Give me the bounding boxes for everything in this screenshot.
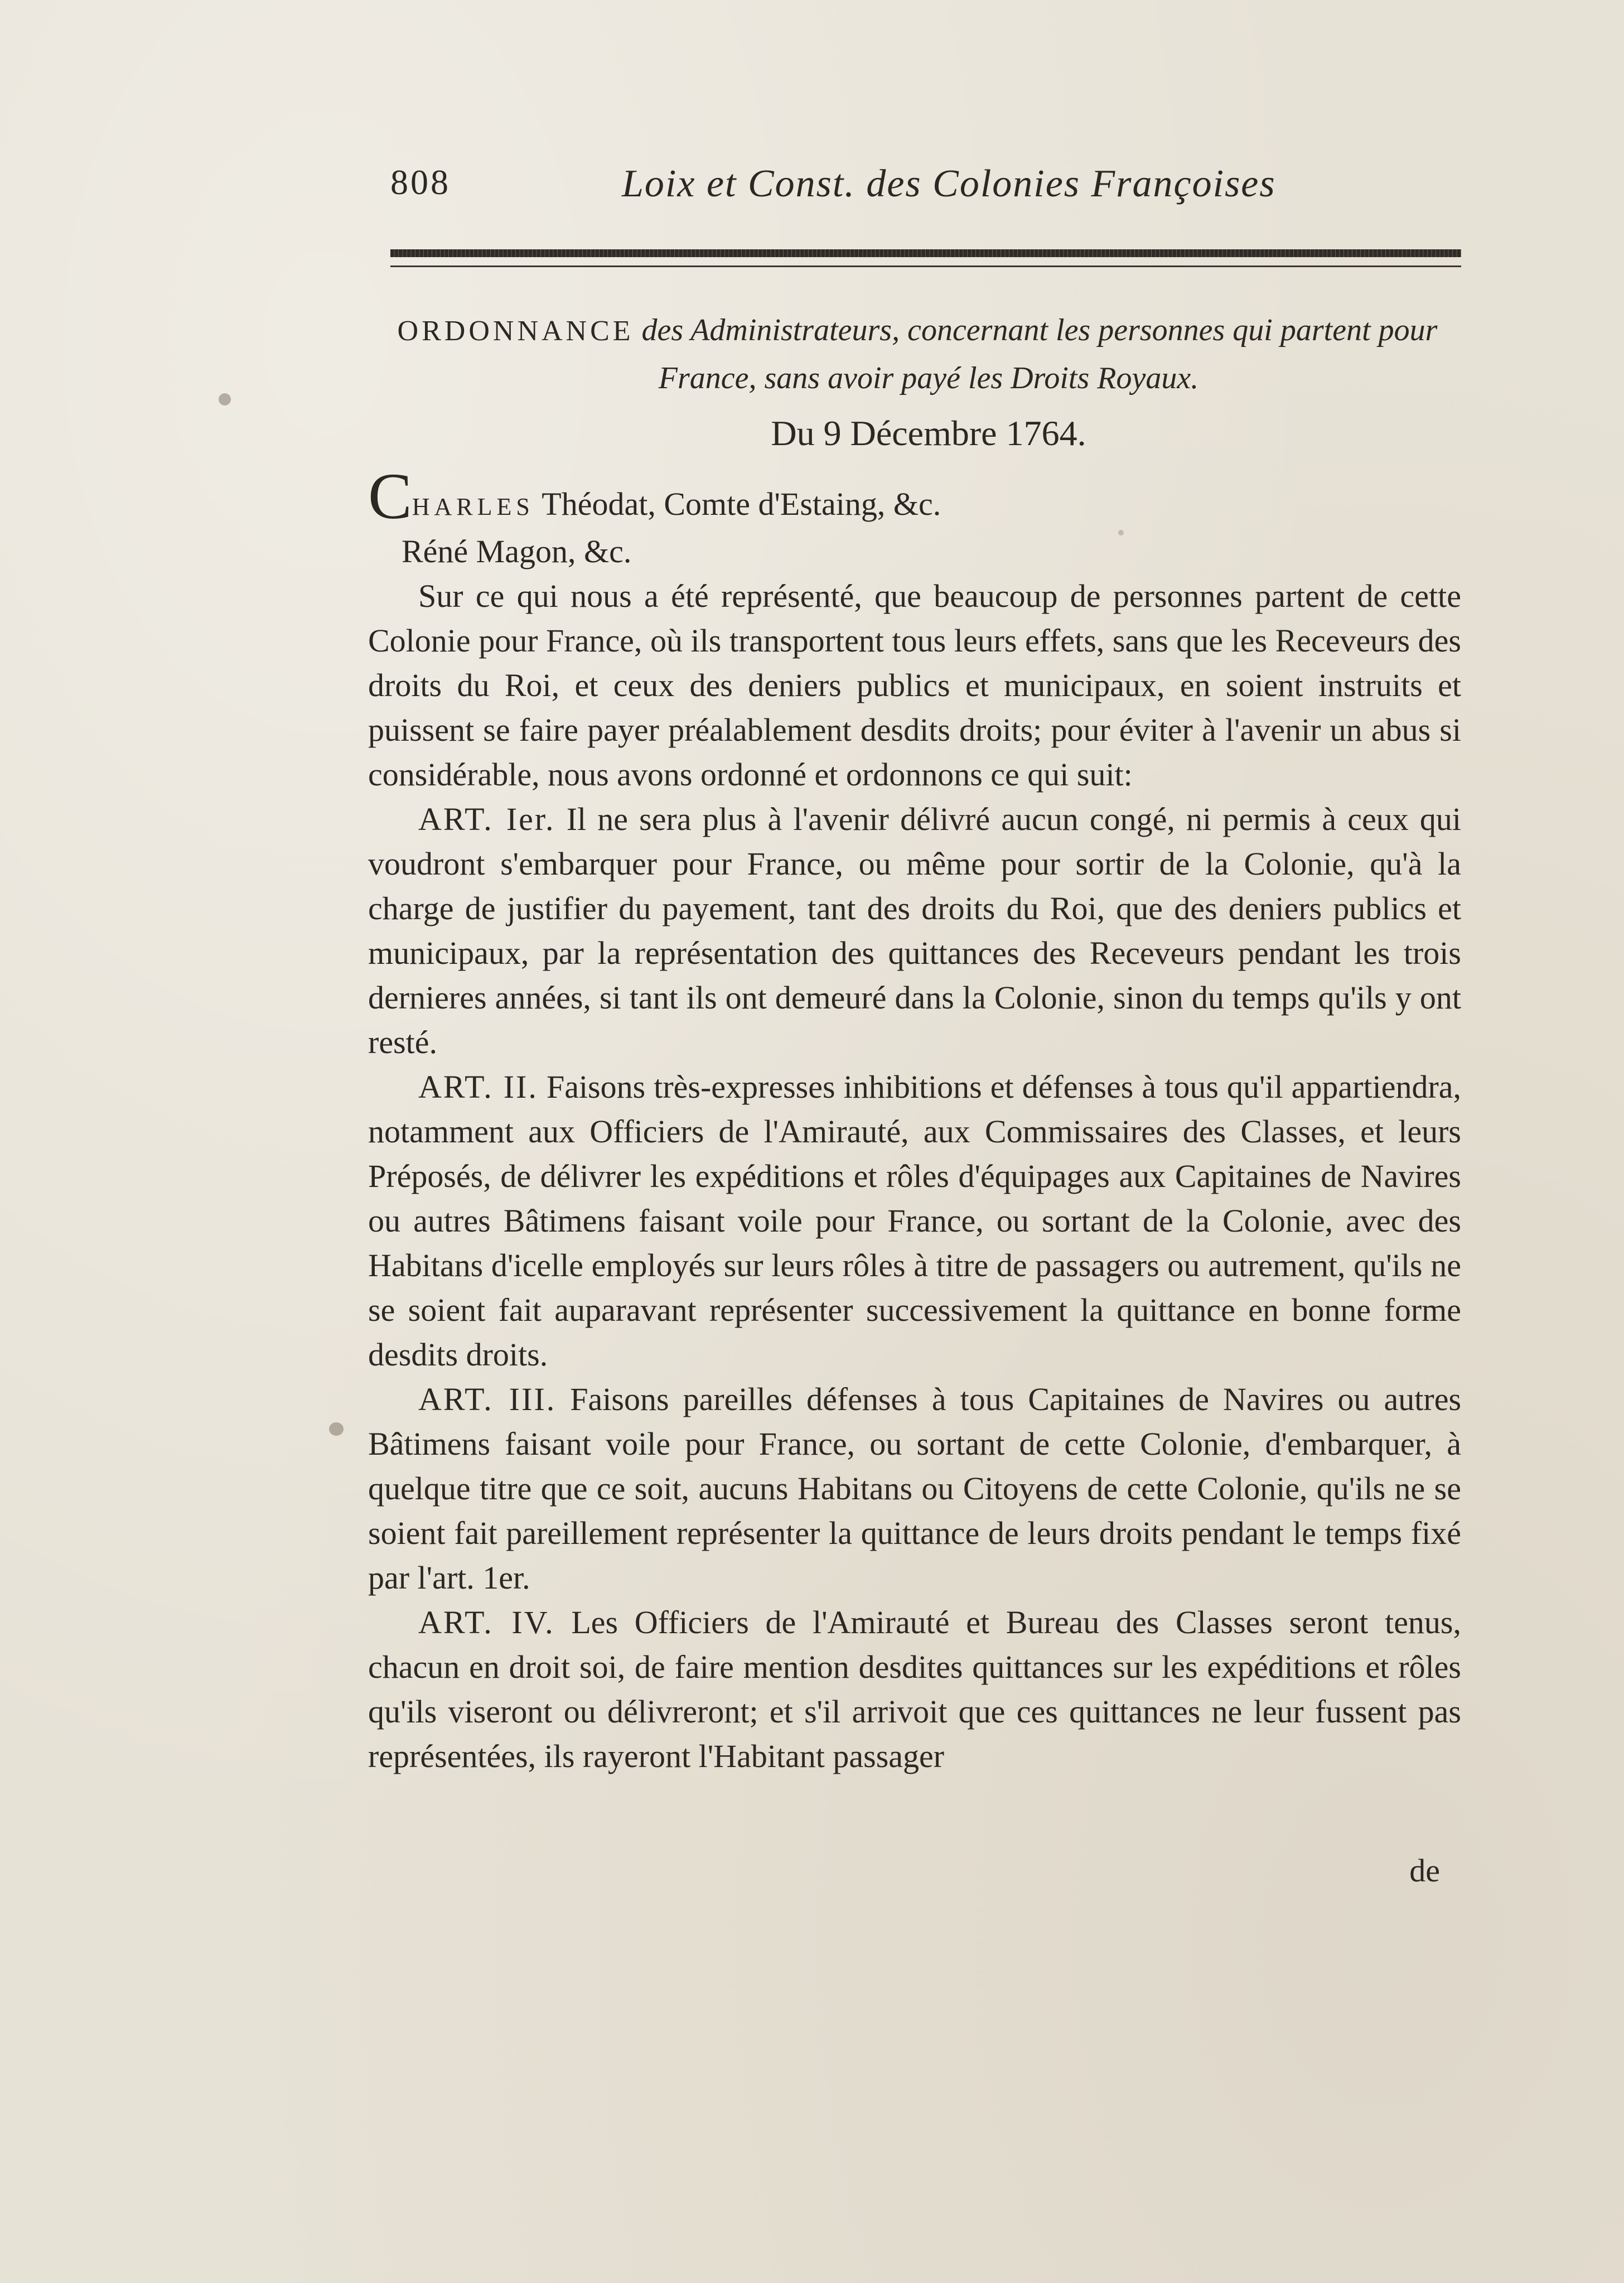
salutation-line-1-rest: Théodat, Comte d'Estaing, &c. [542, 486, 941, 522]
catchword: de [1409, 1852, 1440, 1889]
article-2 [368, 1065, 1461, 1377]
article-3-text: Faisons pareilles défenses à tous Capitaines de Navires ou autres Bâtimens faisant voile pour France, ou sortant de cette Colonie, d'embarquer, à quelque titre que ce soit, aucuns Habitans ou Citoyens de cette Colonie, qu'ils ne se soient fait pareillement représenter la quittance de leurs droits pendant le temps fixé par l'art. 1er. [368, 1381, 1462, 1596]
ordonnance-title-lead: ORDONNANCE [397, 315, 634, 347]
page-number: 808 [390, 162, 451, 202]
article-1-label: ART. Ier. [418, 801, 555, 837]
paper-spot [329, 1422, 344, 1436]
article-2-label: ART. II. [418, 1069, 538, 1105]
salutation-line-1 [368, 460, 1461, 533]
article-1 [368, 797, 1461, 1065]
header-rule-thin [390, 266, 1461, 267]
article-3-label: ART. III. [418, 1381, 557, 1417]
drop-cap: C [368, 460, 412, 533]
running-header [390, 162, 1464, 218]
salutation-smallcaps: HARLES [412, 493, 534, 520]
article-4 [368, 1600, 1461, 1779]
salutation-line-2: Réné Magon, &c. [402, 533, 632, 569]
paper-spot [219, 393, 231, 406]
preamble-paragraph: Sur ce qui nous a été représenté, que beaucoup de personnes partent de cette Colonie pour France, où ils transportent tous leurs effets, sans que les Receveurs des droits du Roi, et ceux des deniers publics et municipaux, en soient instruits et puissent se faire payer préalablement desdits droits; pour éviter à l'avenir un abus si considérable, nous avons ordonné et ordonnons ce qui suit: [368, 578, 1461, 793]
header-rule-thick [390, 249, 1461, 257]
article-3 [368, 1377, 1461, 1600]
article-1-text: Il ne sera plus à l'avenir délivré aucun congé, ni permis à ceux qui voudront s'embarquer pour France, ou même pour sortir de la Colonie, qu'à la charge de justifier du payement, tant des droits du Roi, que des deniers publics et municipaux, par la représentation des quittances des Receveurs pendant les trois dernieres années, si tant ils ont demeuré dans la Colonie, sinon du temps qu'ils y ont resté. [368, 801, 1461, 1060]
article-4-text: Les Officiers de l'Amirauté et Bureau des Classes seront tenus, chacun en droit soi, de faire mention desdites quittances sur les expéditions et rôles qu'ils viseront ou délivreront; et s'il arrivoit que ces quittances ne leur fussent pas représentées, ils rayeront l'Habitant passager [368, 1604, 1462, 1774]
body-text [368, 460, 1462, 1779]
ordonnance-title [390, 307, 1467, 402]
ordonnance-title-rest: des Administrateurs, concernant les personnes qui partent pour France, sans avoir payé les Droits Royaux. [641, 313, 1438, 395]
ordonnance-date: Du 9 Décembre 1764. [771, 413, 1086, 453]
article-4-label: ART. IV. [418, 1604, 555, 1640]
article-2-text: Faisons très-expresses inhibitions et défenses à tous qu'il appartiendra, notamment aux Officiers de l'Amirauté, aux Commissaires des Classes, et leurs Préposés, de délivrer les expéditions et rôles d'équipages aux Capitaines de Navires ou autres Bâtimens faisant voile pour France, ou sortant de la Colonie, avec des Habitans d'icelle employés sur leurs rôles à titre de passagers ou autrement, qu'ils ne se soient fait auparavant représenter successivement la quittance en bonne forme desdits droits. [368, 1069, 1461, 1373]
running-title: Loix et Const. des Colonies Françoises [622, 162, 1276, 205]
paper-spot [1118, 530, 1124, 535]
